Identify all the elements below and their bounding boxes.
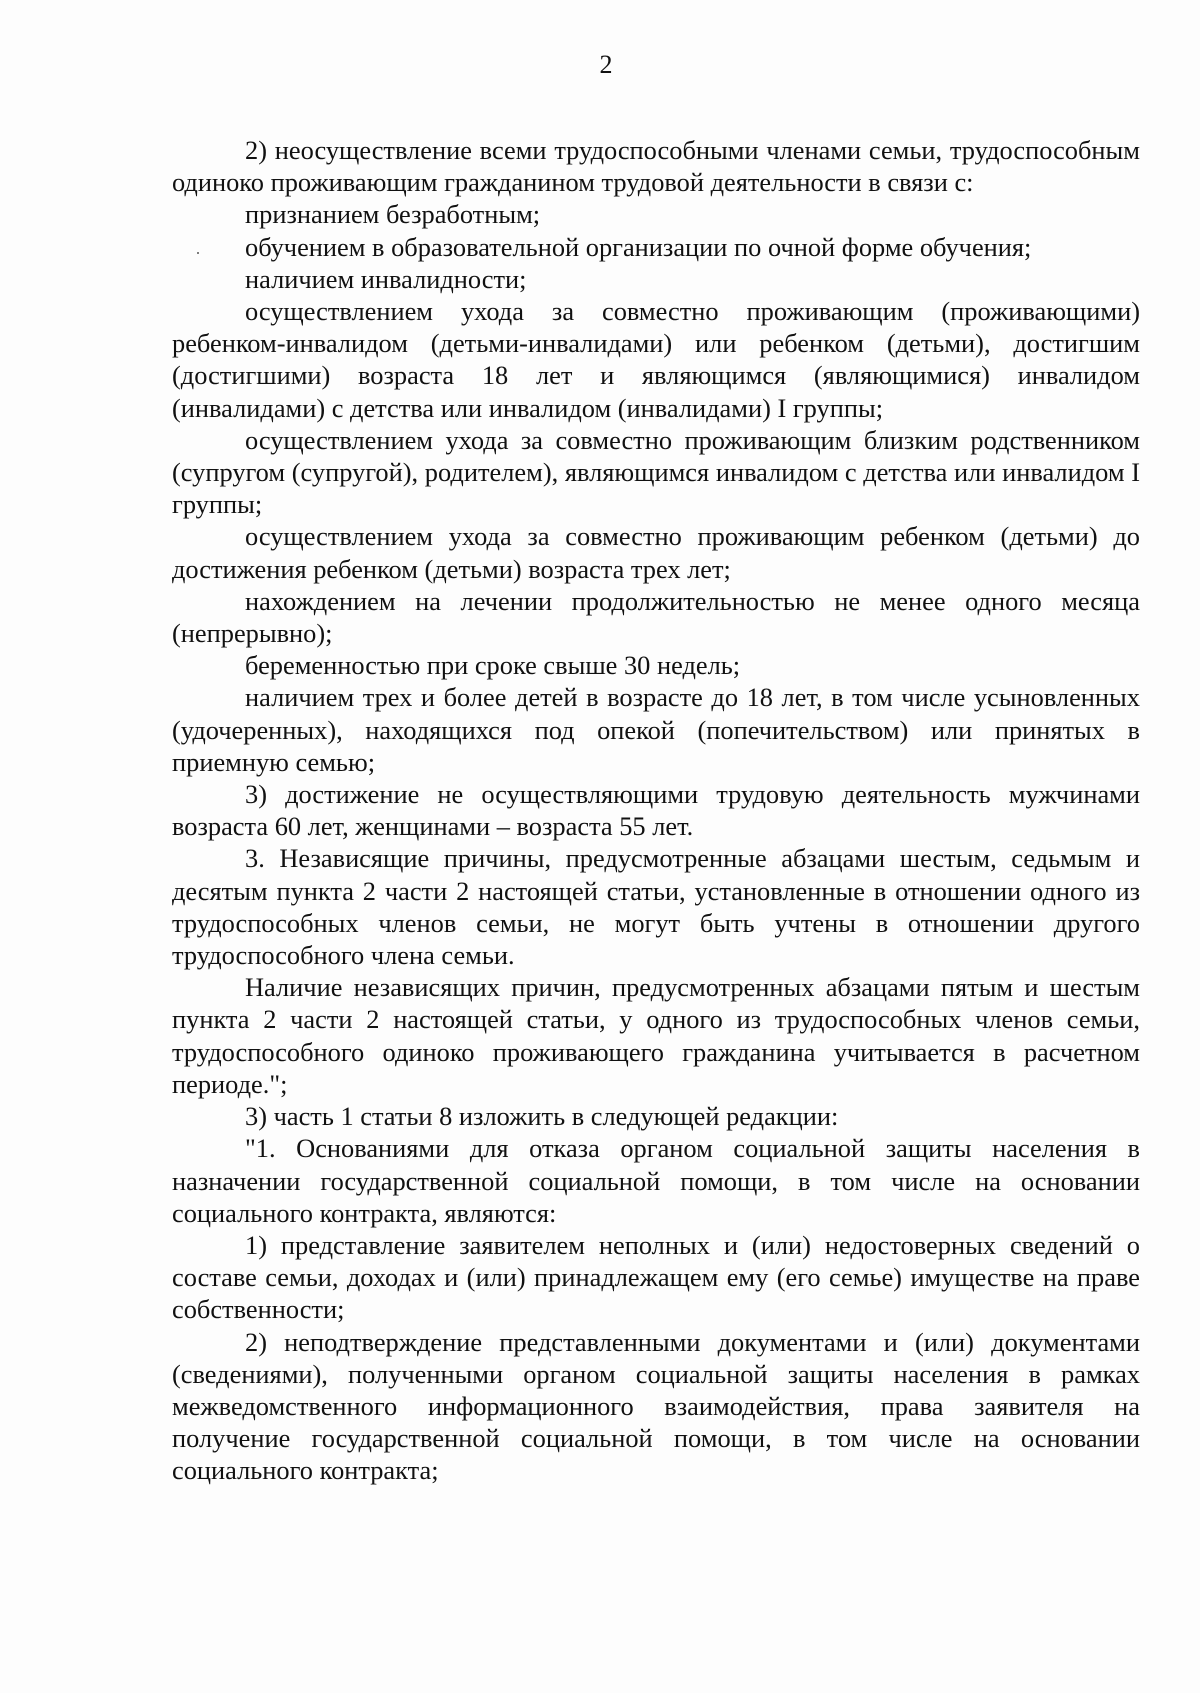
paragraph: 2) неподтверждение представленными документами и (или) документами (сведениями), полученными органом социальной защиты населения в рамках межведомственного информационного взаимодействия, права заявителя на получение государственной социальной помощи, в том числе на основании социального контракта; [172,1326,1140,1486]
page-number: 2 [599,50,613,79]
paragraph: Наличие независящих причин, предусмотренных абзацами пятым и шестым пункта 2 части 2 настоящей статьи, у одного из трудоспособных членов семьи, трудоспособного одиноко проживающего гражданина учитывается в расчетном периоде."; [172,972,1140,1099]
paragraph: 3) достижение не осуществляющими трудовую деятельность мужчинами возраста 60 лет, женщинами – возраста 55 лет. [172,779,1140,842]
paragraph: признанием безработным; [245,199,541,230]
paragraph: осуществлением ухода за совместно проживающим ребенком (детьми) до достижения ребенком (детьми) возраста трех лет; [172,521,1140,584]
paragraph: 3. Независящие причины, предусмотренные абзацами шестым, седьмым и десятым пункта 2 части 2 настоящей статьи, установленные в отношении одного из трудоспособных членов семьи, не могут быть учтены в отношении другого трудоспособного члена семьи. [172,843,1140,971]
document-body [172,134,1140,1487]
paragraph: "1. Основаниями для отказа органом социальной защиты населения в назначении государственной социальной помощи, в том числе на основании социального контракта, являются: [172,1133,1140,1228]
paragraph: наличием трех и более детей в возрасте до 18 лет, в том числе усыновленных (удочеренных), находящихся под опекой (попечительством) или принятых в приемную семью; [172,682,1140,777]
paragraph: 2) неосуществление всеми трудоспособными членами семьи, трудоспособным одиноко проживающим гражданином трудовой деятельности в связи с: [172,135,1140,198]
paragraph: нахождением на лечении продолжительностью не менее одного месяца (непрерывно); [172,585,1140,649]
paragraph: обучением в образовательной организации по очной форме обучения; [245,231,1032,262]
paragraph: осуществлением ухода за совместно проживающим близким родственником (супругом (супругой), родителем), являющимся инвалидом с детства или инвалидом I группы; [172,424,1140,520]
paragraph: беременностью при сроке свыше 30 недель; [245,650,741,681]
paragraph: 3) часть 1 статьи 8 изложить в следующей редакции: [245,1101,839,1132]
paragraph: осуществлением ухода за совместно проживающим (проживающими) ребенком-инвалидом (детьми-инвалидами) или ребенком (детьми), достигшим (достигшими) возраста 18 лет и являющимся (являющимися) инвалидом (инвалидами) с детства или инвалидом (инвалидами) I группы; [172,296,1140,423]
paragraph: наличием инвалидности; [245,263,527,294]
paragraph: 1) представление заявителем неполных и (или) недостоверных сведений о составе семьи, доходах и (или) принадлежащем ему (его семье) имуществе на праве собственности; [172,1229,1140,1325]
